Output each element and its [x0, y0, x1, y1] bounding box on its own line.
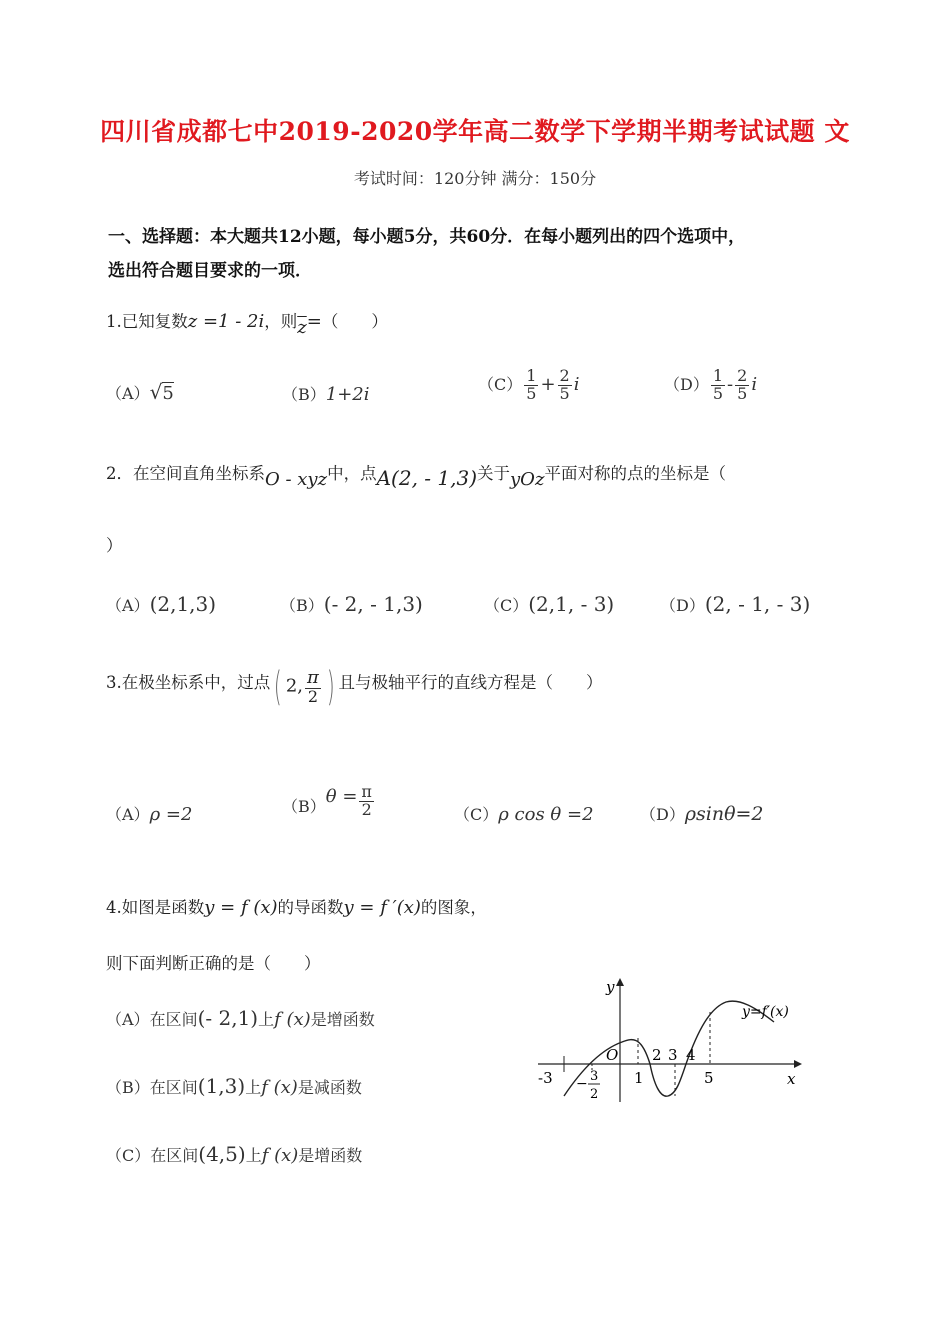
- section-heading-line2: 选出符合题目要求的一项．: [108, 261, 312, 281]
- question-2-continued: ）: [106, 536, 123, 555]
- x-axis-label: x: [787, 1070, 796, 1088]
- q2-option-d[interactable]: （D）(2, - 1, - 3): [660, 592, 811, 616]
- q1-option-b[interactable]: （B）1+2i: [282, 384, 370, 405]
- q3-option-a[interactable]: （A）ρ =2: [106, 804, 193, 825]
- exam-info: 考试时间：120分钟 满分：150分: [353, 169, 597, 188]
- tick-frac-num: 3: [590, 1069, 599, 1084]
- origin-label: O: [606, 1046, 619, 1064]
- q1-option-a[interactable]: （A）√5: [106, 380, 174, 404]
- q1-expression: z =1 - 2i: [187, 311, 265, 332]
- q3-option-c[interactable]: （C）ρ cos θ =2: [454, 804, 594, 825]
- question-1: 1.已知复数z =1 - 2i，则$\overline{z}=$（ ）: [106, 311, 388, 338]
- tick-1: 1: [634, 1069, 644, 1087]
- question-3: 3.在极坐标系中，过点( 2, $\frac{\pi}{2}$ ) 且与极轴平行的直线方程是（ ）: [106, 664, 603, 710]
- tick-3: 3: [668, 1046, 678, 1064]
- tick-4: 4: [686, 1046, 696, 1064]
- tick-5: 5: [704, 1069, 714, 1087]
- question-2: 2．在空间直角坐标系O - xyz中，点A(2, - 1,3)关于yOz平面对称的点的坐标是（: [106, 464, 726, 490]
- tick-neg3: -3: [538, 1069, 553, 1087]
- q4-option-c[interactable]: （C）在区间(4,5)上f (x)是增函数: [106, 1142, 363, 1166]
- section-heading-line1: 一、选择题：本大题共12小题，每小题5分，共60分．在每小题列出的四个选项中，: [108, 227, 746, 247]
- question-4-line2: 则下面判断正确的是（ ）: [106, 954, 321, 973]
- y-axis-label: y: [606, 978, 615, 996]
- q4-option-b[interactable]: （B）在区间(1,3)上f (x)是减函数: [106, 1074, 362, 1098]
- q4-option-a[interactable]: （A）在区间(- 2,1)上f (x)是增函数: [106, 1006, 375, 1030]
- x-axis-arrow-icon: [794, 1060, 802, 1068]
- curve-label: y=f′(x): [742, 1004, 789, 1020]
- question-4: 4.如图是函数y = f (x)的导函数y = f ′(x)的图象，: [106, 897, 487, 918]
- q2-option-b[interactable]: （B）(- 2, - 1,3): [280, 592, 423, 616]
- q1-conjugate: $\overline{z}$: [297, 317, 307, 338]
- q2-option-a[interactable]: （A）(2,1,3): [106, 592, 217, 616]
- page-title: 四川省成都七中2019-2020学年高二数学下学期半期考试试题 文: [100, 117, 850, 146]
- tick-neg-sign: −: [576, 1076, 588, 1092]
- q3-option-d[interactable]: （D）ρsinθ=2: [640, 803, 764, 825]
- y-axis-arrow-icon: [616, 978, 624, 986]
- sqrt-icon: √: [149, 380, 163, 404]
- derivative-graph: [530, 972, 810, 1112]
- q3-option-b[interactable]: （B）θ = $\frac{\pi}{2}$: [282, 782, 372, 819]
- tick-frac-den: 2: [590, 1087, 599, 1102]
- tick-2: 2: [652, 1046, 662, 1064]
- q2-option-c[interactable]: （C）(2,1, - 3): [484, 592, 615, 616]
- q1-option-c[interactable]: （C） $\frac{1}{5}$ + $\frac{2}{5}$ i: [478, 366, 580, 403]
- q1-option-d[interactable]: （D） $\frac{1}{5}$ - $\frac{2}{5}$ i: [664, 366, 758, 403]
